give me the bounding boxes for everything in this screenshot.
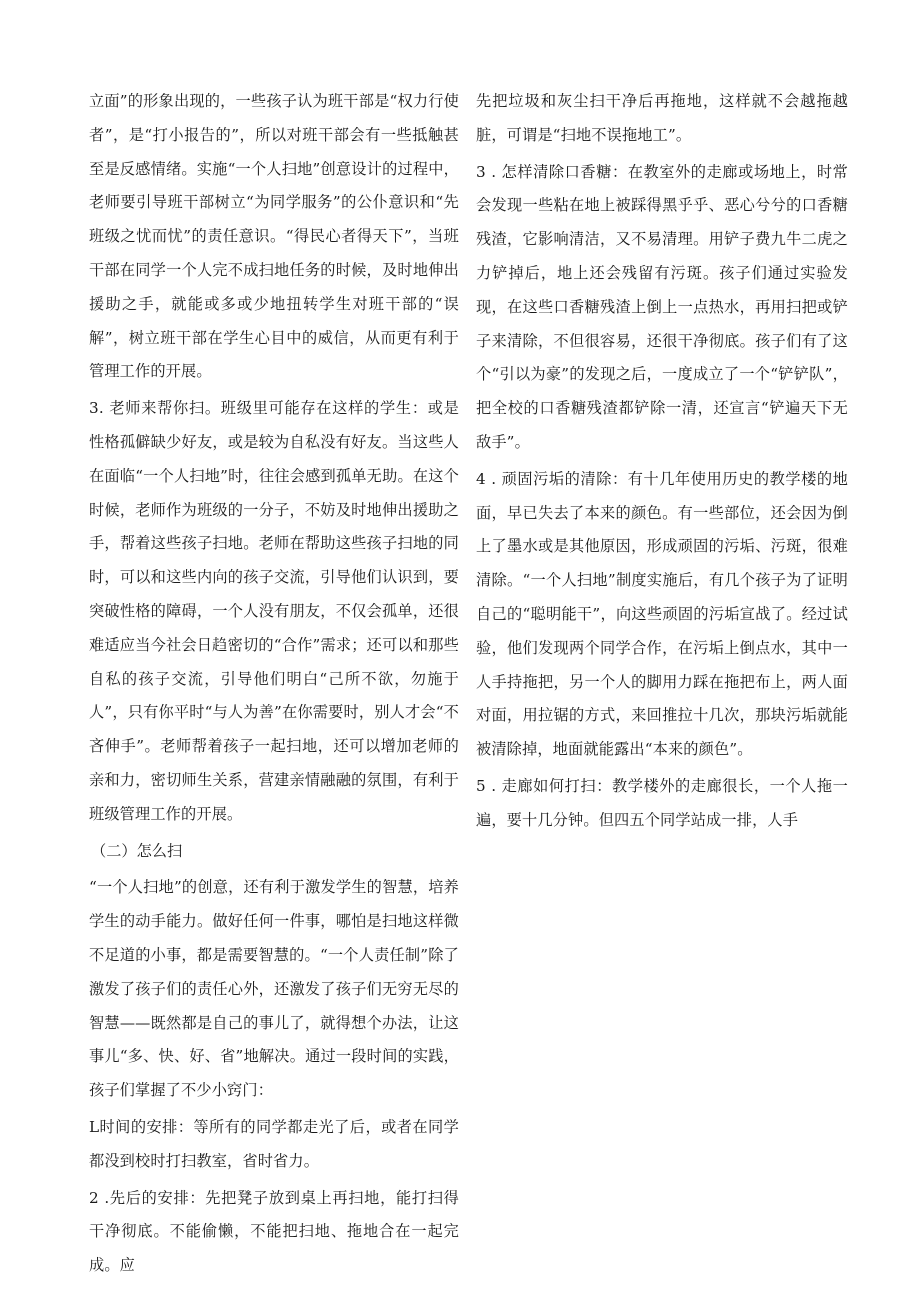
paragraph-time-arrangement: L时间的安排：等所有的同学都走光了后，或者在同学都没到校时打扫教室，省时省力。	[89, 1117, 459, 1170]
paragraph-corridor-cleaning: 5 . 走廊如何打扫：教学楼外的走廊很长，一个人拖一遍，要十几分钟。但四五个同学站成一排，人手	[476, 776, 848, 829]
paragraph-order-continued: 先把垃圾和灰尘扫干净后再拖地，这样就不会越拖越脏，可谓是“扫地不误拖地工”。	[476, 92, 848, 144]
section-heading-how-to-sweep: （二）怎么扫	[91, 841, 183, 860]
left-column	[89, 85, 459, 1286]
paragraph-order-arrangement: 2 .先后的安排：先把凳子放到桌上再扫地，能打扫得干净彻底。不能偷懒，不能把扫地、拖地合在一起完成。应	[89, 1188, 459, 1275]
paragraph-wisdom-intro: “一个人扫地”的创意，还有利于激发学生的智慧，培养学生的动手能力。做好任何一件事，哪怕是扫地这样微不足道的小事，都是需要智慧的。“一个人责任制”除了激发了孩子们的责任心外，还激发了孩子们无穷无尽的智慧——既然都是自己的事儿了，就得想个办法，让这事儿“多、快、好、省”地解决。通过一段时间的实践，孩子们掌握了不少小窍门：	[89, 878, 459, 1100]
paragraph-chewing-gum-removal: 3 . 怎样清除口香糖：在教室外的走廊或场地上，时常会发现一些粘在地上被踩得黑乎乎、恶心兮兮的口香糖残渣，它影响清洁，又不易清理。用铲子费九牛二虎之力铲掉后，地上还会残留有污斑。孩子们通过实验发现，在这些口香糖残渣上倒上一点热水，再用扫把或铲子来清除，不但很容易，还很干净彻底。孩子们有了这个“引以为豪”的发现之后，一度成立了一个“铲铲队”，把全校的口香糖残渣都铲除一清，还宣言“铲遍天下无敌手”。	[476, 162, 848, 451]
paragraph-stubborn-stains: 4 . 顽固污垢的清除：有十几年使用历史的教学楼的地面，早已失去了本来的颜色。有一些部位，还会因为倒上了墨水或是其他原因，形成顽固的污垢、污斑，很难清除。“一个人扫地”制度实施后，有几个孩子为了证明自己的“聪明能干”，向这些顽固的污垢宣战了。经过试验，他们发现两个同学合作，在污垢上倒点水，其中一人手持拖把，另一个人的脚用力踩在拖把布上，两人面对面，用拉锯的方式，来回推拉十几次，那块污垢就能被清除掉，地面就能露出“本来的颜色”。	[476, 469, 848, 759]
paragraph-class-leader-attitude: 立面”的形象出现的，一些孩子认为班干部是“权力行使者”，是“打小报告的”，所以对班干部会有一些抵触甚至是反感情绪。实施“一个人扫地”创意设计的过程中，老师要引导班干部树立“为同学服务”的公仆意识和“先班级之忧而忧”的责任意识。“得民心者得天下”，当班干部在同学一个人完不成扫地任务的时候，及时地伸出援助之手，就能或多或少地扭转学生对班干部的“误解”，树立班干部在学生心目中的威信，从而更有利于管理工作的开展。	[89, 92, 459, 381]
right-column	[476, 85, 848, 841]
paragraph-teacher-helps: 3. 老师来帮你扫。班级里可能存在这样的学生：或是性格孤僻缺少好友，或是较为自私没有好友。当这些人在面临“一个人扫地”时，往往会感到孤单无助。在这个时候，老师作为班级的一分子，不妨及时地伸出援助之手，帮着这些孩子扫地。老师在帮助这些孩子扫地的同时，可以和这些内向的孩子交流，引导他们认识到，要突破性格的障碍，一个人没有朋友，不仅会孤单，还很难适应当今社会日趋密切的“合作”需求；还可以和那些自私的孩子交流，引导他们明白“己所不欲，勿施于人”，只有你平时“与人为善”在你需要时，别人才会“不吝伸手”。老师帮着孩子一起扫地，还可以增加老师的亲和力，密切师生关系，营建亲情融融的氛围，有利于班级管理工作的开展。	[89, 399, 459, 823]
